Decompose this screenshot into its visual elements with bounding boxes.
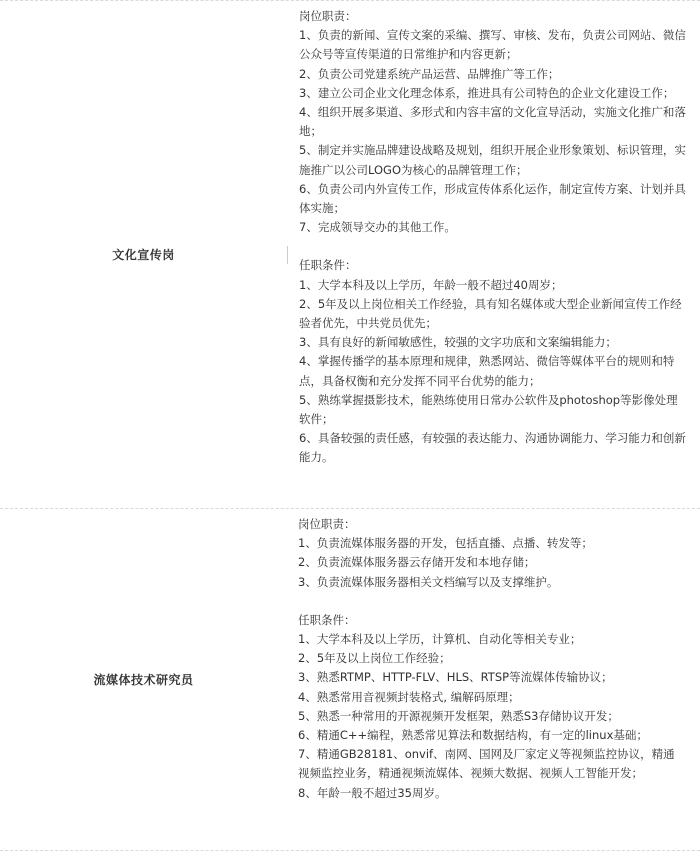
requirement-item: 7、精通GB28181、onvif、南网、国网及厂家定义等视频监控协议，精通视频监控业务，精通视频流媒体、视频大数据、视频人工智能开发； <box>298 747 675 781</box>
requirements-heading: 任职条件： <box>299 258 357 273</box>
job-description-cell <box>287 509 700 850</box>
duty-item: 3、负责流媒体服务器相关文档编写以及支撑维护。 <box>298 574 559 589</box>
requirement-item: 1、大学本科及以上学历，年龄一般不超过40周岁； <box>299 277 563 292</box>
requirement-item: 6、精通C++编程，熟悉常见算法和数据结构，有一定的linux基础； <box>298 728 648 743</box>
job-title-cell <box>0 1 287 508</box>
duties-heading: 岗位职责： <box>299 9 357 23</box>
requirement-item: 1、大学本科及以上学历，计算机、自动化等相关专业； <box>298 632 582 647</box>
duty-item: 2、负责公司党建系统产品运营、品牌推广等工作； <box>299 66 560 81</box>
requirement-item: 5、熟练掌握摄影技术，能熟练使用日常办公软件及photoshop等影像处理软件； <box>299 392 678 427</box>
requirements-heading: 任职条件： <box>298 612 356 627</box>
job-title-cell <box>0 509 287 850</box>
job-title: 文化宣传岗 <box>112 248 175 262</box>
job-description-cell <box>288 1 700 508</box>
requirement-item: 4、熟悉常用音视频封装格式, 编解码原理； <box>298 689 520 704</box>
requirement-item: 3、具有良好的新闻敏感性，较强的文字功底和文案编辑能力； <box>299 335 617 350</box>
duty-item: 7、完成领导交办的其他工作。 <box>299 220 456 235</box>
duty-item: 1、负责流媒体服务器的开发，包括直播、点播、转发等； <box>298 536 593 551</box>
job-row <box>0 1 700 509</box>
requirement-item: 2、5年及以上岗位工作经验； <box>298 651 451 666</box>
job-title: 流媒体技术研究员 <box>93 673 194 687</box>
requirement-item: 8、年龄一般不超过35周岁。 <box>298 785 447 800</box>
duty-item: 6、负责公司内外宣传工作，形成宣传体系化运作，制定宣传方案、计划并具体实施； <box>299 181 686 216</box>
requirement-item: 3、熟悉RTMP、HTTP-FLV、HLS、RTSP等流媒体传输协议； <box>298 670 613 685</box>
duty-item: 1、负责的新闻、宣传文案的采编、撰写、审核、发布，负责公司网站、微信公众号等宣传渠道的日常维护和内容更新； <box>299 28 686 62</box>
duty-item: 2、负责流媒体服务器云存储开发和本地存储； <box>298 555 536 570</box>
duty-item: 3、建立公司企业文化理念体系，推进具有公司特色的企业文化建设工作； <box>299 85 675 100</box>
section-gap <box>299 237 686 256</box>
requirement-item: 4、掌握传播学的基本原理和规律，熟悉网站、微信等媒体平台的规则和特点，具备权衡和充分发挥不同平台优势的能力； <box>299 354 675 388</box>
requirement-item: 6、具备较强的责任感，有较强的表达能力、沟通协调能力、学习能力和创新能力。 <box>299 431 686 465</box>
duty-item: 4、组织开展多渠道、多形式和内容丰富的文化宣导活动，实施文化推广和落地； <box>299 105 686 139</box>
requirement-item: 2、5年及以上岗位相关工作经验，具有知名媒体或大型企业新闻宣传工作经验者优先，中共党员优先； <box>299 296 682 331</box>
duty-item: 5、制定并实施品牌建设战略及规划，组织开展企业形象策划、标识管理，实施推广以公司LOGO为核心的品牌管理工作； <box>299 143 686 177</box>
requirement-item: 5、熟悉一种常用的开源视频开发框架，熟悉S3存储协议开发； <box>298 708 619 723</box>
duties-heading: 岗位职责： <box>298 517 356 531</box>
job-row <box>0 509 700 851</box>
section-gap <box>298 592 686 611</box>
